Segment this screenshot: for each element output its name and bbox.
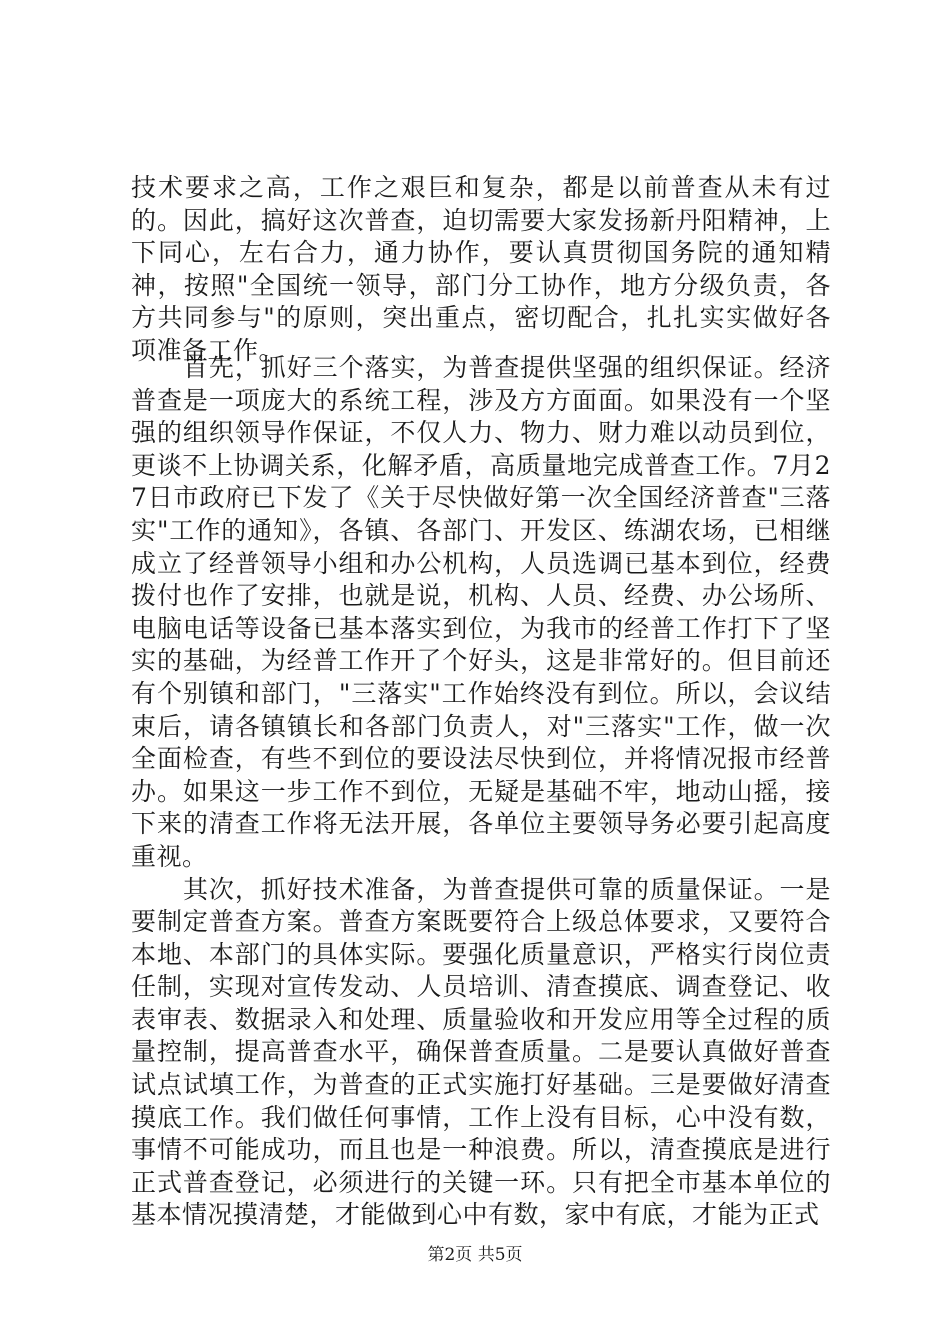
page-number-footer: 第2页 共5页 (427, 1245, 523, 1265)
paragraph-second: 其次，抓好技术准备，为普查提供可靠的质量保证。一是要制定普查方案。普查方案既要符合上级总体要求，又要符合本地、本部门的具体实际。要强化质量意识，严格实行岗位责任制，实现对宣传发动、人员培训、清查摸底、调查登记、收表审表、数据录入和处理、质量验收和开发应用等全过程的质量控制，提高普查水平，确保普查质量。二是要认真做好普查试点试填工作，为普查的正式实施打好基础。三是要做好清查摸底工作。我们做任何事情，工作上没有目标，心中没有数，事情不可能成功，而且也是一种浪费。所以，清查摸底是进行正式普查登记，必须进行的关键一环。只有把全市基本单位的基本情况摸清楚，才能做到心中有数，家中有底，才能为正式 (131, 874, 831, 1230)
paragraph-continuation: 技术要求之高，工作之艰巨和复杂，都是以前普查从未有过的。因此，搞好这次普查，迫切需要大家发扬新丹阳精神，上下同心，左右合力，通力协作，要认真贯彻国务院的通知精神，按照"全国统一领导，部门分工协作，地方分级负责，各方共同参与"的原则，突出重点，密切配合，扎扎实实做好各项准备工作。 (131, 173, 831, 365)
paragraph-first: 首先，抓好三个落实，为普查提供坚强的组织保证。经济普查是一项庞大的系统工程，涉及方方面面。如果没有一个坚强的组织领导作保证，不仅人力、物力、财力难以动员到位，更谈不上协调关系，化解矛盾，高质量地完成普查工作。7月27日市政府已下发了《关于尽快做好第一次全国经济普查"三落实"工作的通知》，各镇、各部门、开发区、练湖农场，已相继成立了经普领导小组和办公机构，人员选调已基本到位，经费拨付也作了安排，也就是说，机构、人员、经费、办公场所、电脑电话等设备已基本落实到位，为我市的经普工作打下了坚实的基础，为经普工作开了个好头，这是非常好的。但目前还有个别镇和部门，"三落实"工作始终没有到位。所以，会议结束后，请各镇镇长和各部门负责人，对"三落实"工作，做一次全面检查，有些不到位的要设法尽快到位，并将情况报市经普办。如果这一步工作不到位，无疑是基础不牢，地动山摇，接下来的清查工作将无法开展，各单位主要领导务必要引起高度重视。 (131, 353, 831, 871)
body-text-main (131, 352, 831, 1232)
body-text-top (131, 172, 831, 368)
